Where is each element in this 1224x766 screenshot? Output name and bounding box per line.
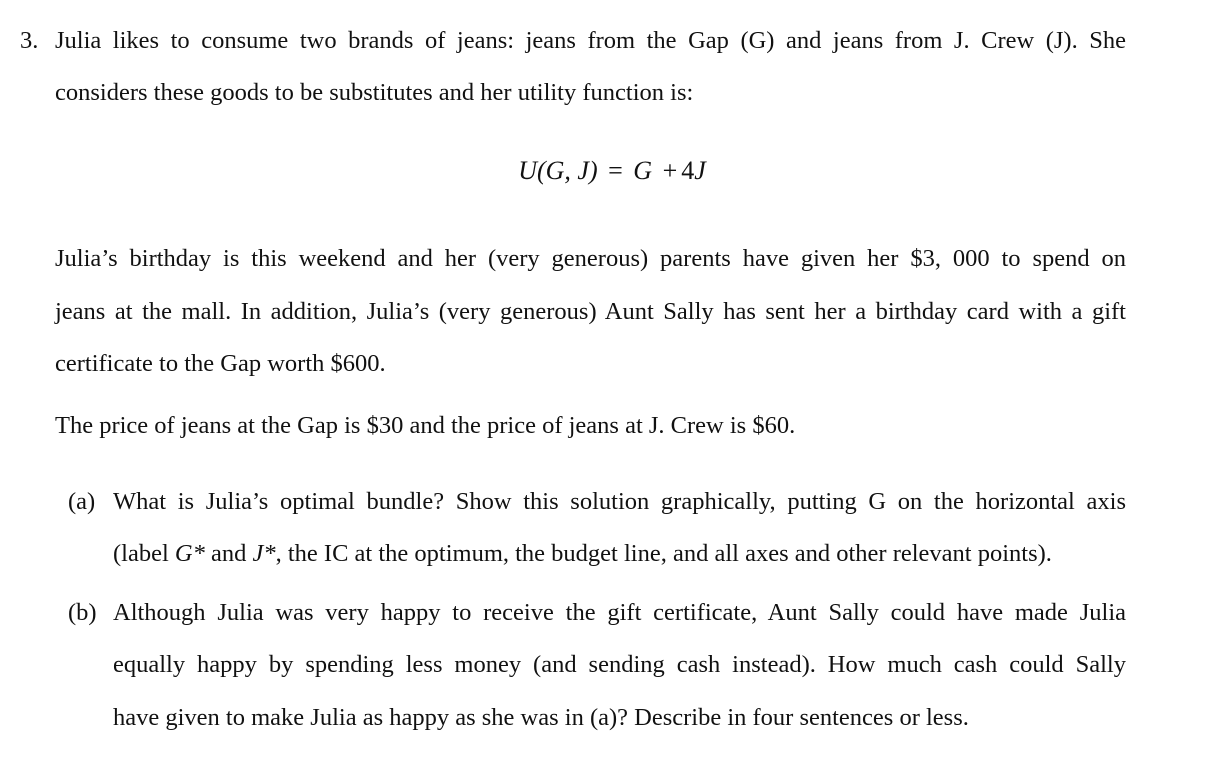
part-b-label: (b) [68,599,97,626]
part-b-line-2: equally happy by spending less money (and sending cash instead). How much cash could Sally [113,651,1126,678]
g-star: G* [174,540,205,567]
part-a-line-1: What is Julia’s optimal bundle? Show this solution graphically, putting G on the horizontal axis [113,488,1126,515]
part-b-line-3: have given to make Julia as happy as she was in (a)? Describe in four sentences or less. [113,704,969,731]
part-a-label: (a) [68,488,96,515]
price-paragraph: The price of jeans at the Gap is $30 and the price of jeans at J. Crew is $60. [55,412,796,439]
part-a-line2-post: , the IC at the optimum, the budget line, and all axes and other relevant points). [275,540,1052,567]
j-star: J* [252,540,276,567]
intro-line-2: considers these goods to be substitutes and her utility function is: [55,79,694,106]
intro-line-1: Julia likes to consume two brands of jeans: jeans from the Gap (G) and jeans from J. Crew (J). She [55,27,1126,54]
para1-line-2: jeans at the mall. In addition, Julia’s (very generous) Aunt Sally has sent her a birthday card with a gift [55,298,1126,325]
part-a-and: and [204,540,253,567]
para1-line-3: certificate to the Gap worth $600. [55,350,386,377]
utility-equation [0,156,1224,186]
part-a-line-2 [113,539,1052,569]
equation-lhs: U(G, J) [518,156,598,185]
equation-coef: 4 [681,156,695,185]
part-b-line-1: Although Julia was very happy to receive the gift certificate, Aunt Sally could have made Julia [113,599,1126,626]
equation-equals: = [608,156,623,185]
equation-g: G [633,156,653,185]
equation-j: J [694,156,706,185]
equation-plus: + [662,156,678,185]
part-a-line2-pre: (label [113,540,175,567]
para1-line-1: Julia’s birthday is this weekend and her (very generous) parents have given her $3, 000 to spend on [55,245,1126,272]
problem-number: 3. [20,27,39,54]
